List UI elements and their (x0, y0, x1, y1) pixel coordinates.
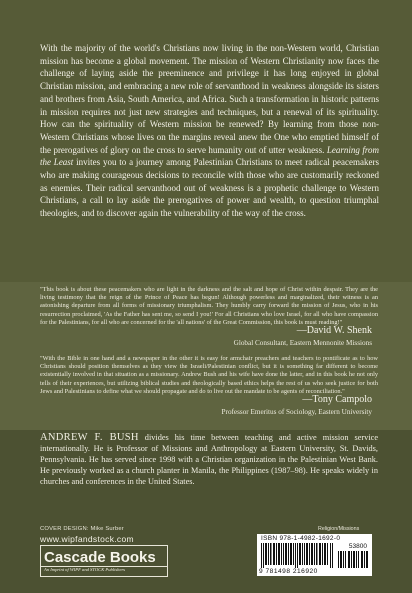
endorser-role-1: Global Consultant, Eastern Mennonite Missions (233, 339, 372, 347)
book-title-inline: Learning from the Least (40, 144, 380, 168)
barcode-number: 9 781498 216920 (259, 568, 318, 575)
endorsement-quote-1: "This book is about these peacemakers who are light in the darkness and the salt and hope of Christ within despair. They are the living testimony that the reign of the Prince of Peace has begun! Although powerless and marginalized, their witness is an astonishing departure from all forms of missionary triumphalism. They humbly carry forward the mission of Jesus, who in his resurrection proclaimed, 'As the Father has sent me, so send I you!' For all Christians who love Israel, for all who have compassion for the Palestinians, for all who are concerned for the 'all nations' of the Great Commission, this book is must reading!" (40, 286, 378, 326)
price-barcode (338, 551, 368, 568)
description-blurb (40, 42, 379, 220)
publisher-name: Cascade Books (44, 548, 156, 566)
isbn-label: ISBN 978-1-4982-1692-0 (261, 535, 341, 542)
endorser-name-1: —David W. Shenk (296, 325, 372, 336)
barcode-block (257, 534, 372, 576)
publisher-logo (40, 545, 168, 577)
author-bio-text: divides his time between teaching and active mission service internationally. He is Professor of Missions and Anthropology at Eastern University, St. Davids, Pennsylvania. He has served since 1998 with a Christian organization in the Palestinian West Bank. He previously worked as a church planter in Manila, the Philippines (1987–98). He speaks widely in churches and conferences in the United States. (40, 433, 379, 486)
book-category: Religion/Missions (318, 526, 360, 532)
price-code: 53800 (348, 543, 367, 550)
author-name: ANDREW F. BUSH (40, 432, 139, 443)
cover-design-credit: COVER DESIGN: Mike Surber (40, 526, 124, 532)
publisher-imprint: An Imprint of WIPF and STOCK Publishers (41, 566, 167, 573)
author-bio (40, 432, 378, 487)
endorser-role-2: Professor Emeritus of Sociology, Eastern University (221, 408, 372, 416)
blurb-text: With the majority of the world's Christians now living in the non-Western world, Christian mission has become a global movement. The mission of Western Christianity now faces the challenge of laying aside the preeminence and privilege it has long enjoyed in global Christian mission, and embracing a new role of servanthood in weakness alongside its sisters and brothers from Asia, South America, and Africa. Such a transformation in historic patterns in mission requires not just new strategies and techniques, but a renewal of its spirituality. How can the spirituality of Western mission be renewed? By learning from those non-Western Christians whose lives on the margins reveal anew the One who emptied himself of the prerogatives of glory on the cross to serve humanity out of utter weakness. (40, 43, 379, 155)
isbn-barcode (261, 543, 333, 568)
blurb-text-continued: invites you to a journey among Palestinian Christians to meet radical peacemakers who are making courageous decisions to reconcile with those who are customarily reckoned as enemies. Their radical servanthood out of weakness is a prophetic challenge to Western Christians, a call to lay aside the prerogatives of power and wealth, to question triumphal theologies, and to discover again the vulnerability of the way of the cross. (40, 157, 379, 219)
endorser-name-2: —Tony Campolo (302, 394, 372, 405)
publisher-website: www.wipfandstock.com (40, 534, 134, 544)
endorsement-quote-2: "With the Bible in one hand and a newspaper in the other it is easy for armchair preachers and teachers to pontificate as to how Christians should position themselves as they view the Israeli/Palestinian conflict, but it is something far different to become existentially involved in that situation as a missionary. Andrew Bush and his wife have done the latter, and in this book he not only tells of their experiences, but utilizing biblical studies and theologically based ethics helps the rest of us who seek justice for both Jews and Palestinians to define what we should propagate and do to live out the mandate to be agents of reconciliation." (40, 355, 378, 395)
